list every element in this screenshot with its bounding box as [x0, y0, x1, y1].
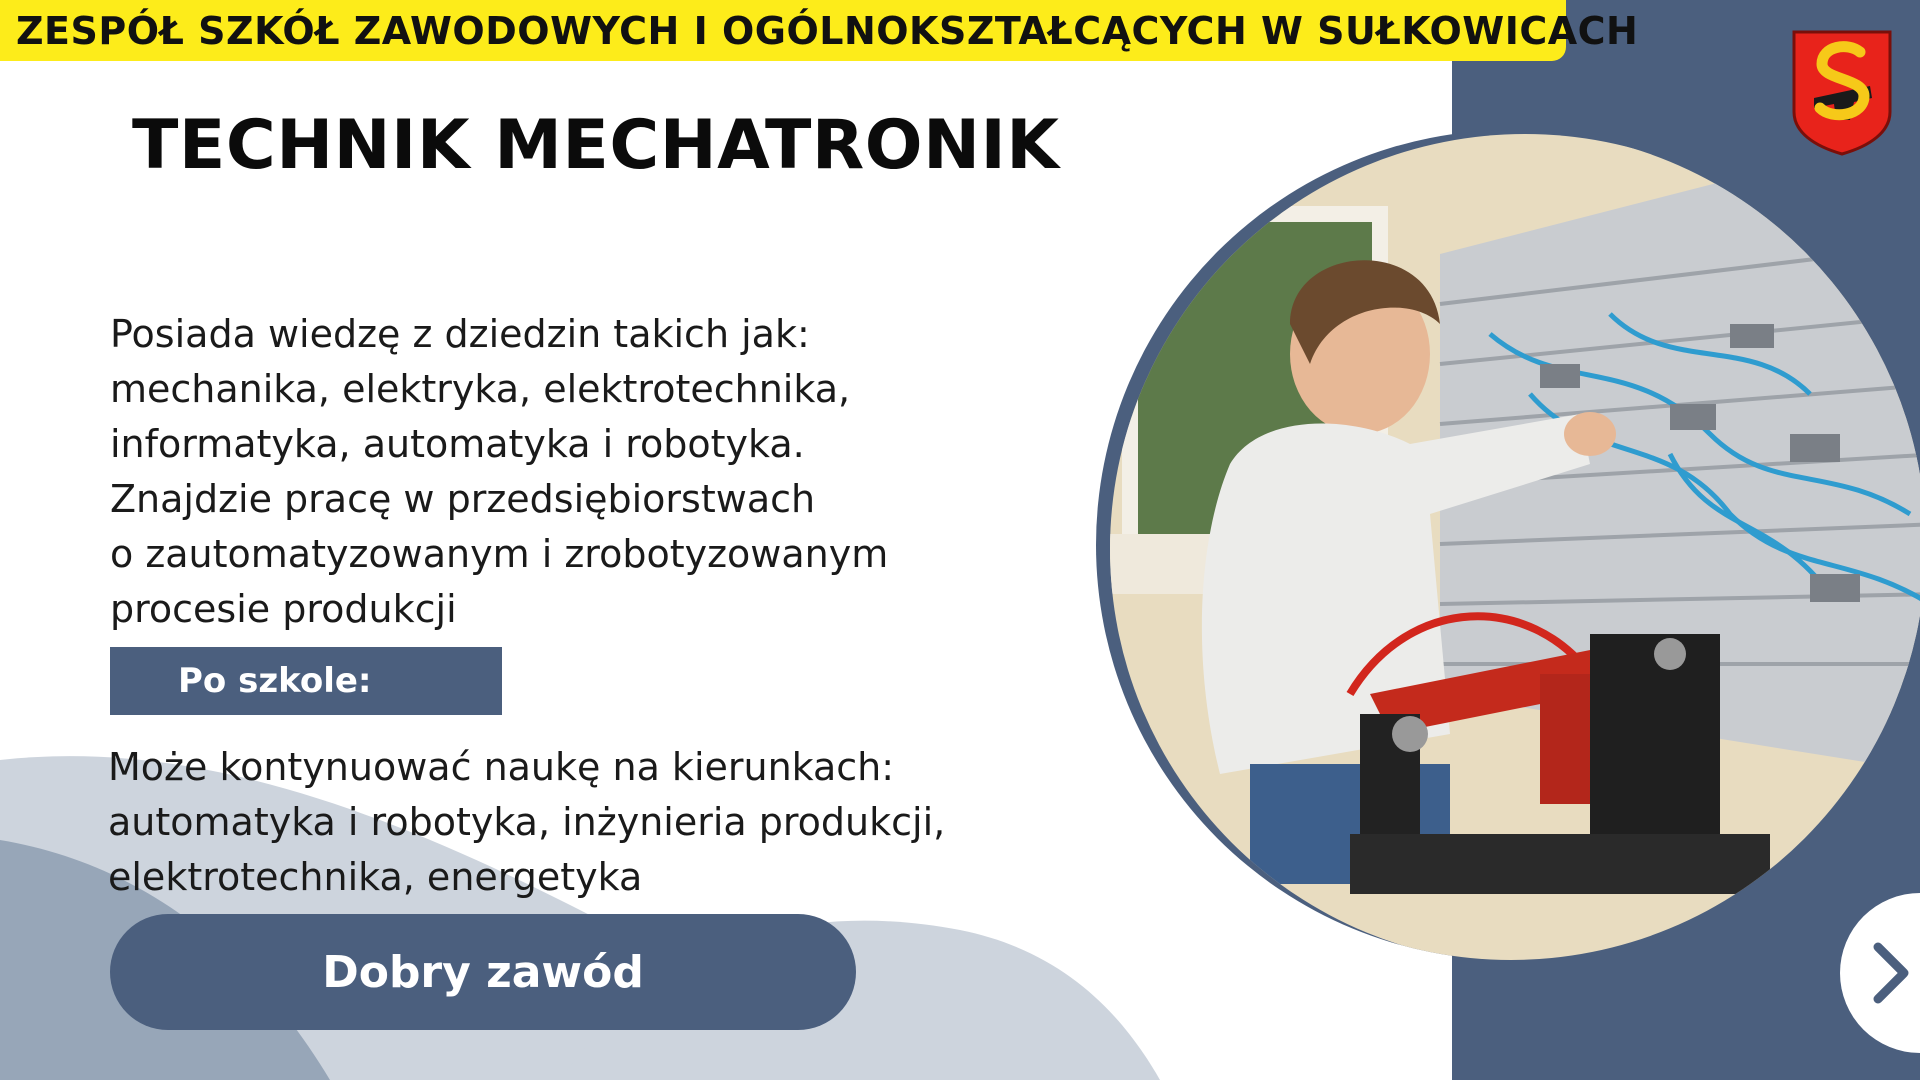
section-label: Po szkole: — [178, 661, 372, 701]
continue-line: automatyka i robotyka, inżynieria produkcji, — [108, 800, 946, 844]
continue-line: Może kontynuować naukę na kierunkach: — [108, 745, 895, 789]
school-crest-icon — [1790, 28, 1894, 158]
photo-frame — [1096, 130, 1920, 960]
description-line: o zautomatyzowanym i zrobotyzowanym — [110, 532, 889, 576]
continue-education-text — [108, 740, 1068, 905]
good-profession-label: Dobry zawód — [322, 946, 644, 998]
student-workshop-photo — [1110, 134, 1920, 960]
description-line: procesie produkcji — [110, 587, 457, 631]
chevron-right-icon — [1864, 941, 1920, 1005]
description-line: informatyka, automatyka i robotyka. — [110, 422, 805, 466]
description-line: Posiada wiedzę z dziedzin takich jak: — [110, 312, 810, 356]
description-line: Znajdzie pracę w przedsiębiorstwach — [110, 477, 816, 521]
description-text — [110, 307, 1070, 637]
school-name-banner — [0, 0, 1639, 61]
continue-line: elektrotechnika, energetyka — [108, 855, 643, 899]
page-title: TECHNIK MECHATRONIK — [132, 106, 1060, 185]
school-name: ZESPÓŁ SZKÓŁ ZAWODOWYCH I OGÓLNOKSZTAŁCĄCYCH W SUŁKOWICACH — [16, 8, 1639, 53]
description-line: mechanika, elektryka, elektrotechnika, — [110, 367, 851, 411]
good-profession-button[interactable] — [110, 914, 856, 1030]
section-label-box — [110, 647, 502, 715]
